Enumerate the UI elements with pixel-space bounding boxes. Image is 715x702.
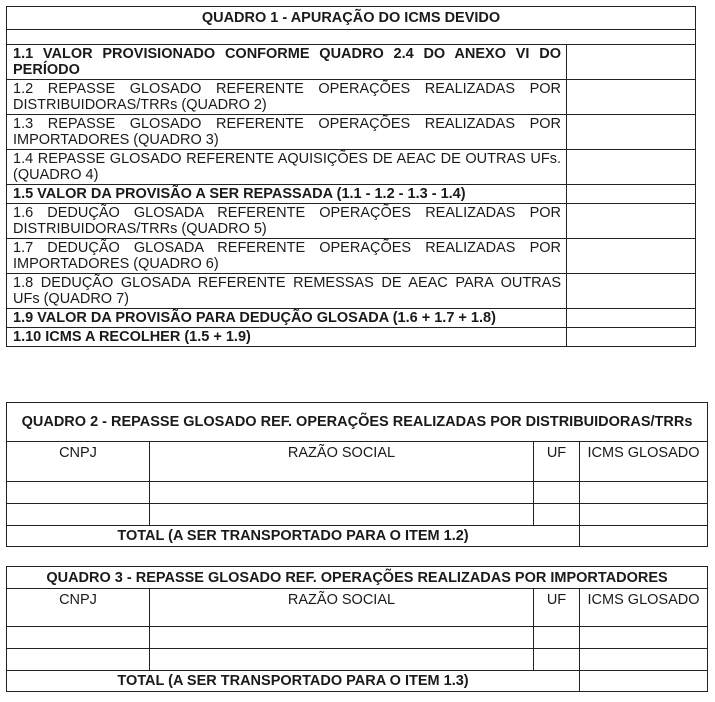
quadro1-table (6, 6, 696, 347)
item-1-8: 1.8 DEDUÇÃO GLOSADA REFERENTE REMESSAS DE AEAC PARA OUTRAS UFs (QUADRO 7) (7, 274, 567, 309)
item-1-2: 1.2 REPASSE GLOSADO REFERENTE OPERAÇÕES REALIZADAS POR DISTRIBUIDORAS/TRRs (QUADRO 2) (7, 80, 567, 115)
value-1-9[interactable] (567, 309, 696, 328)
quadro1-row (7, 309, 696, 328)
quadro2-total-label: TOTAL (A SER TRANSPORTADO PARA O ITEM 1.2) (7, 526, 580, 547)
icms-glosado-cell[interactable] (580, 504, 708, 526)
quadro3-total-value[interactable] (580, 671, 708, 692)
header-icms-glosado: ICMS GLOSADO (580, 442, 708, 482)
table-row (7, 504, 708, 526)
value-1-10[interactable] (567, 328, 696, 347)
quadro2-table (6, 402, 708, 547)
icms-glosado-cell[interactable] (580, 627, 708, 649)
header-razao-social: RAZÃO SOCIAL (150, 442, 534, 482)
header-uf: UF (534, 589, 580, 627)
uf-cell[interactable] (534, 649, 580, 671)
item-1-3: 1.3 REPASSE GLOSADO REFERENTE OPERAÇÕES REALIZADAS POR IMPORTADORES (QUADRO 3) (7, 115, 567, 150)
quadro2-total-value[interactable] (580, 526, 708, 547)
quadro1-row (7, 115, 696, 150)
cnpj-cell[interactable] (7, 627, 150, 649)
value-1-3[interactable] (567, 115, 696, 150)
item-1-4: 1.4 REPASSE GLOSADO REFERENTE AQUISIÇÕES DE AEAC DE OUTRAS UFs. (QUADRO 4) (7, 150, 567, 185)
cnpj-cell[interactable] (7, 482, 150, 504)
header-uf: UF (534, 442, 580, 482)
table-row (7, 627, 708, 649)
quadro1-row (7, 45, 696, 80)
uf-cell[interactable] (534, 504, 580, 526)
table-row (7, 482, 708, 504)
item-1-5: 1.5 VALOR DA PROVISÃO A SER REPASSADA (1.1 - 1.2 - 1.3 - 1.4) (7, 185, 567, 204)
razao-social-cell[interactable] (150, 627, 534, 649)
cnpj-cell[interactable] (7, 504, 150, 526)
header-icms-glosado: ICMS GLOSADO (580, 589, 708, 627)
item-1-1: 1.1 VALOR PROVISIONADO CONFORME QUADRO 2.4 DO ANEXO VI DO PERÍODO (7, 45, 567, 80)
cnpj-cell[interactable] (7, 649, 150, 671)
header-cnpj: CNPJ (7, 442, 150, 482)
quadro2-title: QUADRO 2 - REPASSE GLOSADO REF. OPERAÇÕES REALIZADAS POR DISTRIBUIDORAS/TRRs (7, 403, 708, 442)
value-1-7[interactable] (567, 239, 696, 274)
item-1-10: 1.10 ICMS A RECOLHER (1.5 + 1.9) (7, 328, 567, 347)
value-1-8[interactable] (567, 274, 696, 309)
quadro1-title: QUADRO 1 - APURAÇÃO DO ICMS DEVIDO (7, 7, 696, 30)
table-row (7, 649, 708, 671)
value-1-6[interactable] (567, 204, 696, 239)
quadro1-row (7, 185, 696, 204)
header-razao-social: RAZÃO SOCIAL (150, 589, 534, 627)
value-1-2[interactable] (567, 80, 696, 115)
razao-social-cell[interactable] (150, 504, 534, 526)
quadro1-row (7, 150, 696, 185)
value-1-1[interactable] (567, 45, 696, 80)
item-1-9: 1.9 VALOR DA PROVISÃO PARA DEDUÇÃO GLOSADA (1.6 + 1.7 + 1.8) (7, 309, 567, 328)
uf-cell[interactable] (534, 627, 580, 649)
quadro3-total-label: TOTAL (A SER TRANSPORTADO PARA O ITEM 1.3) (7, 671, 580, 692)
razao-social-cell[interactable] (150, 482, 534, 504)
razao-social-cell[interactable] (150, 649, 534, 671)
item-1-6: 1.6 DEDUÇÃO GLOSADA REFERENTE OPERAÇÕES REALIZADAS POR DISTRIBUIDORAS/TRRs (QUADRO 5) (7, 204, 567, 239)
header-cnpj: CNPJ (7, 589, 150, 627)
quadro1-row (7, 274, 696, 309)
item-1-7: 1.7 DEDUÇÃO GLOSADA REFERENTE OPERAÇÕES REALIZADAS POR IMPORTADORES (QUADRO 6) (7, 239, 567, 274)
quadro3-table (6, 566, 708, 692)
icms-glosado-cell[interactable] (580, 482, 708, 504)
value-1-4[interactable] (567, 150, 696, 185)
uf-cell[interactable] (534, 482, 580, 504)
quadro3-title: QUADRO 3 - REPASSE GLOSADO REF. OPERAÇÕES REALIZADAS POR IMPORTADORES (7, 567, 708, 589)
value-1-5[interactable] (567, 185, 696, 204)
icms-glosado-cell[interactable] (580, 649, 708, 671)
quadro1-row (7, 239, 696, 274)
quadro1-spacer (7, 30, 696, 45)
quadro1-row (7, 204, 696, 239)
quadro1-row (7, 328, 696, 347)
quadro1-row (7, 80, 696, 115)
